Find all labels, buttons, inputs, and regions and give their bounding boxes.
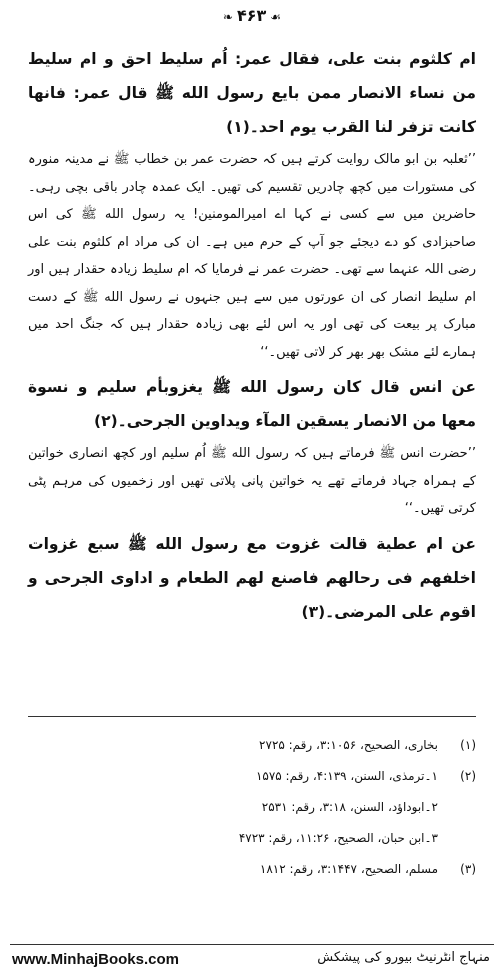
footer-publisher: منہاج انٹرنیٹ بیورو کی پیشکش — [317, 950, 490, 965]
urdu-translation-1: ’’ثعلبہ بن ابو مالک روایت کرتے ہیں کہ حضرت عمر بن خطاب ﷺ نے مدینہ منورہ کی مستورات میں کچھ چادریں تقسیم کی تھیں۔ ایک عمدہ چادر باقی بچی رہی۔ حاضرین میں سے کسی نے کہا اے امیرالمومنین! یہ رسول الله ﷺ کی اس صاحبزادی کو دے دیجئے جو آپ کے حرم میں ہے۔ ان کی مراد ام کلثوم بنت علی رضی اللہ عنہما سے تھی۔ حضرت عمر نے فرمایا کہ ام سلیط زیادہ حقدار ہیں اور ام سلیط انصار کی ان عورتوں میں سے ہیں جنہوں نے رسول الله ﷺ کے دست مبارک پر بیعت کی تھی اور یہ اس لئے بھی زیادہ حقدار ہیں کہ جنگ احد میں ہمارے لئے مشک بھر بھر کر لاتی تھیں۔‘‘ — [28, 152, 476, 360]
ornament-left-icon: ❧ — [222, 10, 233, 24]
arabic-hadith-3: عن ام عطیة قالت غزوت مع رسول الله ﷺ سبع غزوات اخلفهم فی رحالهم فاصنع لهم الطعام و اداوی الجرحی و اقوم علی المرضی۔(۳) — [28, 534, 476, 621]
page-body — [28, 42, 476, 631]
footnote-text: مسلم، الصحیح، ۳:۱۴۴۷، رقم: ۱۸۱۲ — [259, 862, 438, 876]
footnotes — [28, 730, 476, 885]
footnote-number: (۱) — [460, 738, 476, 752]
arabic-hadith-1: ام کلثوم بنت علی، فقال عمر: اُم سلیط احق و ام سلیط من نساء الانصار ممن بایع رسول الله ﷺ قال عمر: فانها کانت تزفر لنا القرب یوم احد۔(۱) — [28, 50, 476, 136]
footnote-text: ۲۔ابوداؤد، السنن، ۳:۱۸، رقم: ۲۵۳۱ — [261, 800, 438, 814]
ornament-right-icon: ☙ — [270, 10, 282, 24]
footnote-number: (۳) — [460, 862, 476, 876]
footer-website-link[interactable]: www.MinhajBooks.com — [12, 951, 179, 968]
footnote-2-sub-3 — [28, 823, 476, 854]
footnote-number: (۲) — [460, 769, 476, 783]
urdu-translation-2: ’’حضرت انس ﷺ فرماتے ہیں کہ رسول الله ﷺ اُم سلیم اور کچھ انصاری خواتین کے ہمراہ جہاد فرماتے تھے یہ خواتین پانی پلاتی تھیں اور زخمیوں کی مرہم پٹی کرتی تھیں۔‘‘ — [28, 446, 476, 516]
arabic-hadith-2: عن انس قال کان رسول الله ﷺ یغزوبأم سلیم و نسوة معها من الانصار یسقین المآء ویداوین الجرحی۔(۲) — [28, 378, 476, 430]
footnote-divider — [28, 716, 476, 717]
footnote-2-sub-2 — [28, 792, 476, 823]
footer-rule — [10, 944, 494, 945]
page-number-header — [0, 6, 504, 25]
footnote-2 — [28, 761, 476, 792]
footnote-1 — [28, 730, 476, 761]
footnote-text: بخاری، الصحیح، ۳:۱۰۵۶، رقم: ۲۷۲۵ — [259, 738, 438, 752]
footnote-3 — [28, 854, 476, 885]
footnote-text: ۳۔ابن حبان، الصحیح، ۱۱:۲۶، رقم: ۴۷۲۳ — [238, 831, 438, 845]
page-number: ۴۶۳ — [237, 6, 267, 25]
footnote-text: ۱۔ترمذی، السنن، ۴:۱۳۹، رقم: ۱۵۷۵ — [255, 769, 438, 783]
